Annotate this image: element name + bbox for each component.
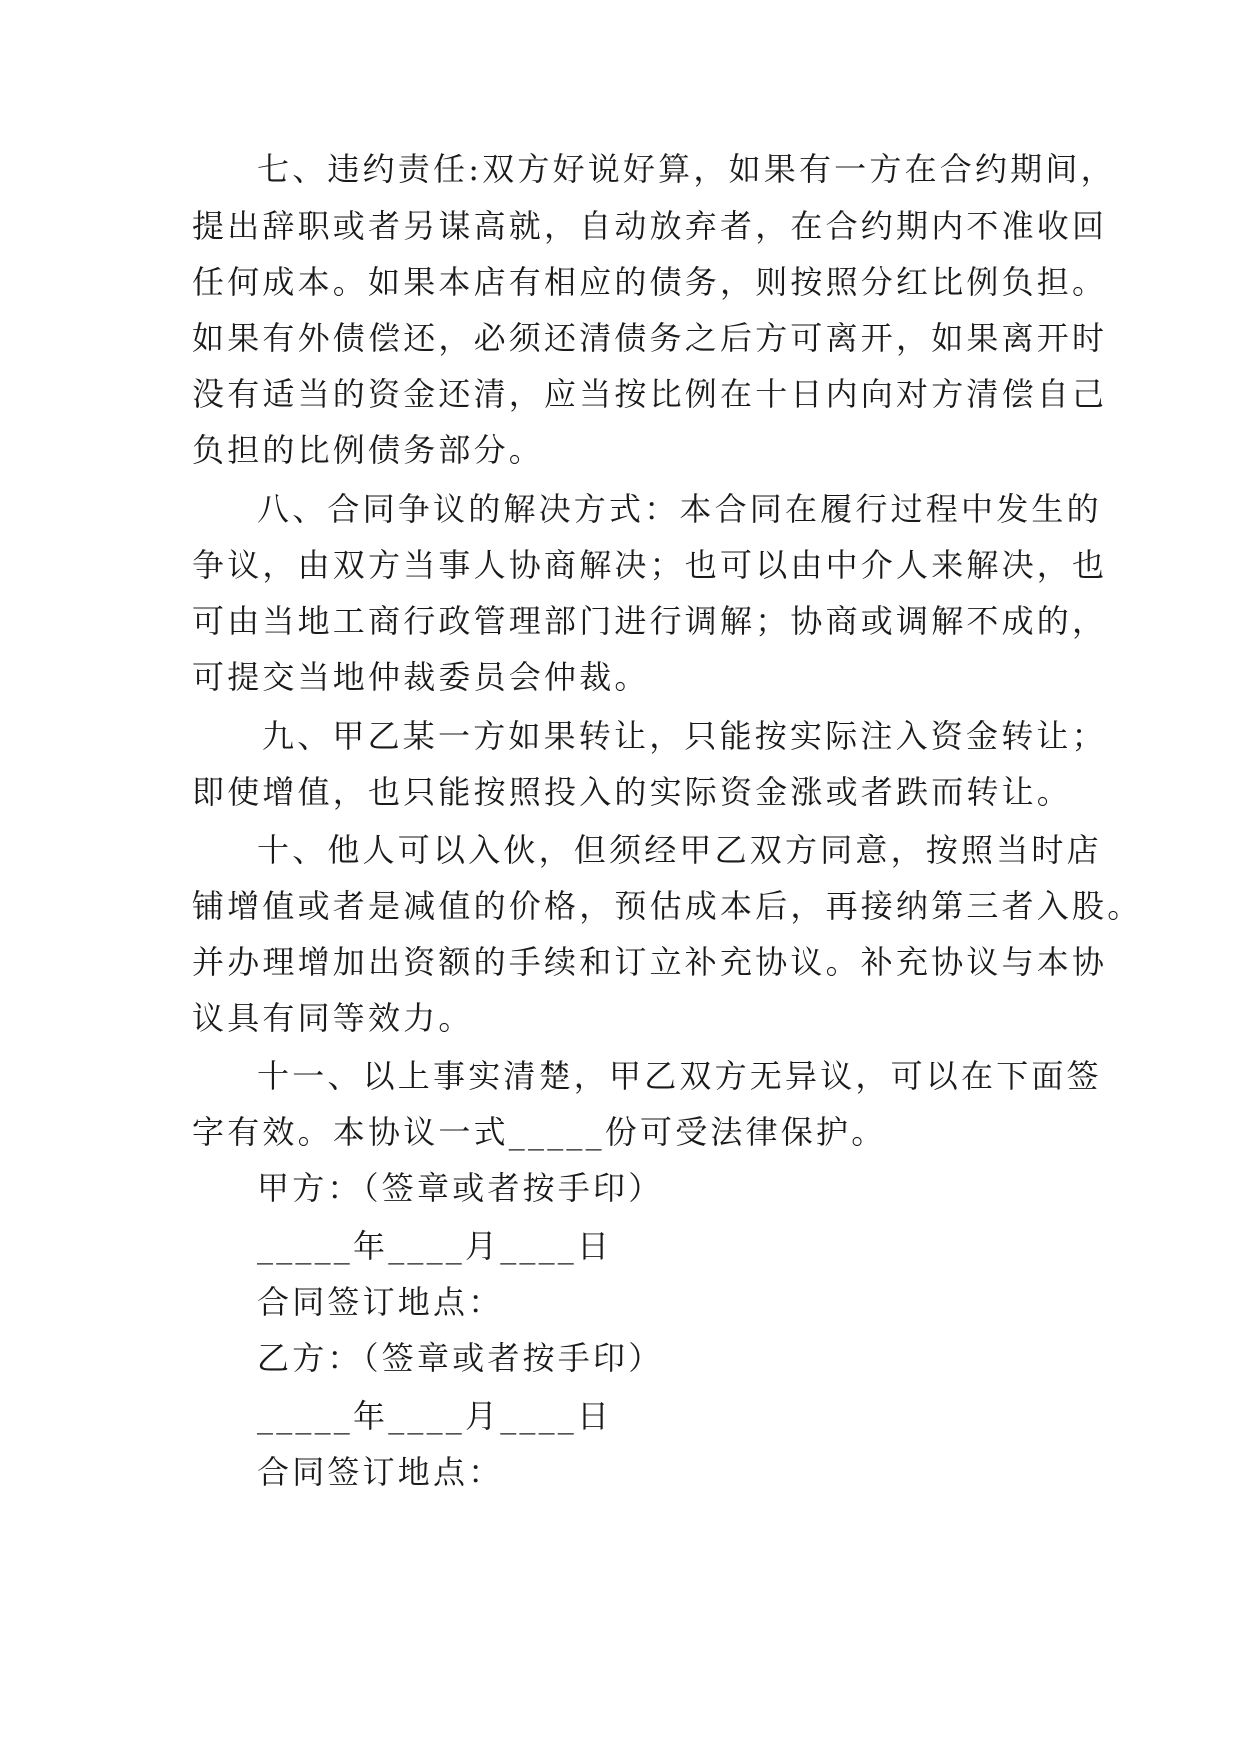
clause-10-line-2: 铺增值或者是减值的价格，预估成本后，再接纳第三者入股。 (192, 887, 1143, 925)
clause-7-line-2: 提出辞职或者另谋高就，自动放弃者，在合约期内不准收回 (192, 207, 1108, 245)
clause-11-line-2: 字有效。本协议一式_____份可受法律保护。 (192, 1113, 887, 1151)
party-b-date: _____年____月____日 (257, 1397, 613, 1435)
clause-7-line-1: 七、违约责任:双方好说好算，如果有一方在合约期间， (257, 150, 1116, 188)
clause-10-line-1: 十、他人可以入伙，但须经甲乙双方同意，按照当时店 (257, 831, 1102, 869)
party-a-location: 合同签订地点： (257, 1283, 504, 1321)
clause-8-line-4: 可提交当地仲裁委员会仲裁。 (192, 658, 650, 696)
party-b-signature: 乙方：（签章或者按手印） (257, 1339, 664, 1377)
clause-9-line-2: 即使增值，也只能按照投入的实际资金涨或者跌而转让。 (192, 773, 1073, 811)
clause-7-line-6: 负担的比例债务部分。 (192, 431, 545, 469)
clause-8-line-2: 争议，由双方当事人协商解决；也可以由中介人来解决，也 (192, 546, 1108, 584)
party-b-location: 合同签订地点： (257, 1453, 504, 1491)
clause-10-line-3: 并办理增加出资额的手续和订立补充协议。补充协议与本协 (192, 943, 1108, 981)
clause-7-line-3: 任何成本。如果本店有相应的债务，则按照分红比例负担。 (192, 263, 1108, 301)
clause-8-line-3: 可由当地工商行政管理部门进行调解；协商或调解不成的， (192, 602, 1108, 640)
party-a-date: _____年____月____日 (257, 1227, 613, 1265)
party-a-signature: 甲方：（签章或者按手印） (257, 1169, 664, 1207)
clause-7-line-4: 如果有外债偿还，必须还清债务之后方可离开，如果离开时 (192, 319, 1108, 357)
clause-10-line-4: 议具有同等效力。 (192, 999, 474, 1037)
clause-9-line-1: 九、甲乙某一方如果转让，只能按实际注入资金转让； (262, 717, 1107, 755)
clause-11-line-1: 十一、以上事实清楚，甲乙双方无异议，可以在下面签 (257, 1057, 1102, 1095)
clause-7-line-5: 没有适当的资金还清，应当按比例在十日内向对方清偿自己 (192, 375, 1108, 413)
clause-8-line-1: 八、合同争议的解决方式：本合同在履行过程中发生的 (257, 490, 1102, 528)
